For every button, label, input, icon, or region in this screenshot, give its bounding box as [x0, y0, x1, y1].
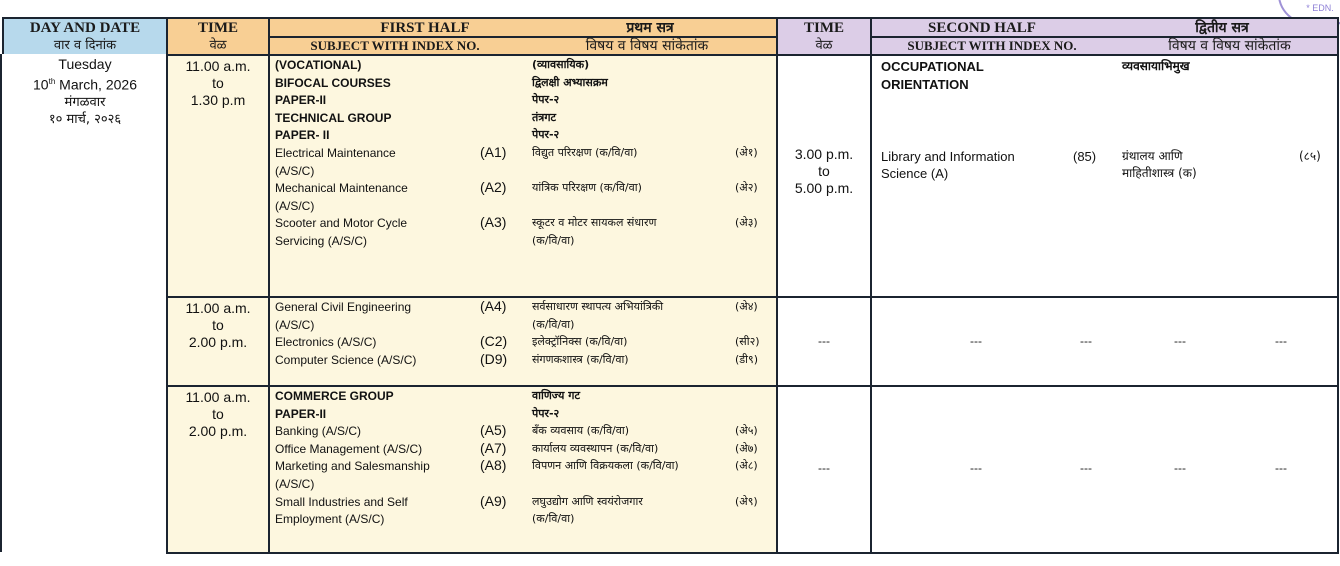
header-second-subject-en: SUBJECT WITH INDEX NO.	[907, 38, 1077, 53]
subject-mr-line: बँक व्यवसाय (क/वि/वा)	[532, 424, 630, 438]
subject-en-line: Electrical Maintenance	[275, 146, 396, 160]
index-code-mr: (अे७)	[735, 441, 758, 455]
row3-dash-2: ---	[1080, 461, 1092, 475]
subject-en-line: COMMERCE GROUP	[275, 389, 394, 403]
subject-mr-line: यांत्रिक परिरक्षण (क/वि/वा)	[532, 181, 642, 195]
subject-mr-line: (क/वि/वा)	[532, 317, 575, 331]
date-number: 10	[33, 76, 49, 93]
index-code-en: (A5)	[480, 422, 507, 439]
row3-second-time	[776, 385, 872, 554]
occupational-heading-2: ORIENTATION	[881, 77, 969, 92]
row3-time-end: 2.00 p.m.	[188, 423, 248, 439]
header-time-en: TIME	[197, 20, 238, 36]
row3-second-half	[870, 385, 1339, 554]
subject-en-line: Electronics (A/S/C)	[275, 335, 377, 350]
index-code-mr: (अे४)	[735, 300, 758, 313]
library-subject-mr-1: ग्रंथालय आणि	[1122, 149, 1183, 163]
row2-dash-3: ---	[1174, 334, 1186, 348]
row2-dash-2: ---	[1080, 334, 1092, 348]
row1-time	[166, 54, 270, 298]
subject-en-line: Employment (A/S/C)	[275, 512, 385, 527]
row1-second-time	[776, 54, 872, 298]
header-day-date-en: DAY AND DATE	[29, 20, 141, 36]
index-code-en: (A9)	[480, 492, 507, 509]
row2-time-end: 2.00 p.m.	[188, 334, 248, 350]
subject-mr-line: (व्यावसायिक)	[532, 58, 590, 71]
row2-dash-1: ---	[970, 334, 982, 348]
header-first-half	[268, 17, 778, 38]
header-time-mr: वेळ	[209, 38, 227, 53]
occupational-heading-1: OCCUPATIONAL	[881, 59, 984, 74]
subject-en-line: Scooter and Motor Cycle	[275, 216, 408, 231]
row2-second-half	[870, 296, 1339, 387]
row3-second-time-dash: ---	[818, 461, 830, 475]
index-code-en: (A8)	[480, 457, 507, 474]
row3-dash-1: ---	[970, 461, 982, 475]
library-subject-en-1: Library and Information	[881, 149, 1015, 164]
subject-mr-line: द्विलक्षी अभ्यासक्रम	[532, 75, 608, 89]
row2-dash-4: ---	[1275, 334, 1287, 348]
index-code-mr: (अे१)	[735, 146, 758, 159]
row2-time-start: 11.00 a.m.	[185, 300, 251, 316]
subject-en-line: PAPER-II	[275, 93, 327, 108]
subject-en-line: (VOCATIONAL)	[275, 58, 362, 72]
subject-mr-line: संगणकशास्त्र (क/वि/वा)	[532, 352, 629, 366]
index-code-en: (C2)	[480, 333, 508, 350]
row3-dash-4: ---	[1275, 461, 1287, 475]
stamp-text: * EDN.	[1306, 3, 1334, 13]
subject-en-line: Servicing (A/S/C)	[275, 234, 368, 248]
row2-time-to: to	[212, 317, 224, 333]
library-subject-mr-2: माहितीशास्त्र (क)	[1122, 166, 1197, 180]
date-suffix: th	[48, 77, 56, 86]
subject-en-line: BIFOCAL COURSES	[275, 75, 391, 90]
subject-en-line: (A/S/C)	[275, 477, 315, 491]
index-code-en: (A1)	[480, 144, 507, 160]
subject-en-line: TECHNICAL GROUP	[275, 110, 392, 125]
subject-mr-line: स्कूटर व मोटर सायकल संधारण	[532, 216, 657, 230]
library-code-mr: (८५)	[1299, 149, 1321, 163]
header-first-subject-en: SUBJECT WITH INDEX NO.	[310, 38, 480, 53]
row3-dash-3: ---	[1174, 461, 1186, 475]
subject-mr-line: विपणन आणि विक्रयकला (क/वि/वा)	[532, 459, 679, 473]
row1-second-half	[870, 54, 1339, 298]
index-code-en: (A3)	[480, 214, 507, 231]
date-cell	[2, 56, 168, 128]
subject-mr-line: लघुउद्योग आणि स्वयंरोजगार	[532, 494, 643, 508]
subject-en-line: (A/S/C)	[275, 198, 315, 213]
index-code-mr: (अे५)	[735, 424, 758, 438]
header-first-half-mr: प्रथम सत्र	[626, 20, 674, 36]
index-code-mr: (अे३)	[735, 216, 758, 230]
subject-en-line: Mechanical Maintenance	[275, 181, 408, 196]
subject-en-line: PAPER- II	[275, 128, 330, 143]
index-code-mr: (डी९)	[735, 352, 759, 366]
day-mr: मंगळवार	[64, 94, 106, 110]
row1-time-end: 1.30 p.m	[190, 92, 246, 108]
header-first-half-en: FIRST HALF	[380, 20, 470, 36]
date-month-year: March, 2026	[55, 76, 137, 93]
header-first-subject-mr: विषय व विषय सांकेतांक	[585, 38, 709, 54]
subject-mr-line: पेपर-२	[532, 93, 560, 107]
row3-time-to: to	[212, 406, 224, 422]
occupational-heading-mr: व्यवसायाभिमुख	[1122, 59, 1190, 73]
header-second-subject	[870, 36, 1339, 56]
index-code-mr: (अे९)	[735, 494, 758, 508]
subject-mr-line: कार्यालय व्यवस्थापन (क/वि/वा)	[532, 441, 659, 455]
subject-mr-line: (क/वि/वा)	[532, 512, 575, 526]
library-subject-en-2: Science (A)	[881, 166, 949, 181]
subject-en-line: PAPER-II	[275, 406, 327, 421]
subject-mr-line: (क/वि/वा)	[532, 234, 575, 247]
row1-time-start: 11.00 a.m.	[185, 58, 251, 74]
subject-en-line: Marketing and Salesmanship	[275, 459, 430, 474]
subject-en-line: (A/S/C)	[275, 163, 315, 178]
header-day-date	[2, 17, 168, 56]
index-code-mr: (सी२)	[735, 335, 760, 349]
index-code-en: (A7)	[480, 439, 507, 456]
day-en: Tuesday	[58, 56, 112, 72]
row1-first-half	[268, 54, 778, 298]
row2-time	[166, 296, 270, 387]
index-code-mr: (अे२)	[735, 181, 758, 195]
subject-en-line: Banking (A/S/C)	[275, 424, 362, 439]
subject-en-line: General Civil Engineering	[275, 300, 412, 314]
date-en	[2, 73, 168, 94]
header-second-half	[870, 17, 1339, 38]
row1-second-time-to: to	[818, 163, 830, 179]
header-second-subject-mr: विषय व विषय सांकेतांक	[1168, 38, 1291, 54]
date-column	[0, 54, 168, 552]
header-second-half-mr: द्वितीय सत्र	[1195, 20, 1249, 36]
subject-mr-line: तंत्रगट	[532, 110, 557, 124]
row2-second-time	[776, 296, 872, 387]
header-second-half-en: SECOND HALF	[928, 20, 1036, 36]
row3-time	[166, 385, 270, 554]
row1-time-to: to	[212, 75, 224, 91]
subject-en-line: Office Management (A/S/C)	[275, 441, 423, 456]
subject-mr-line: सर्वसाधारण स्थापत्य अभियांत्रिकी	[532, 300, 664, 313]
subject-mr-line: वाणिज्य गट	[532, 389, 581, 402]
row1-second-time-start: 3.00 p.m.	[794, 146, 854, 162]
header-time2-mr: वेळ	[815, 38, 833, 53]
subject-mr-line: विद्युत परिरक्षण (क/वि/वा)	[532, 146, 638, 159]
subject-mr-line: इलेक्ट्रॉनिक्स (क/वि/वा)	[532, 335, 628, 349]
header-time2-en: TIME	[803, 20, 844, 36]
subject-en-line: Small Industries and Self	[275, 494, 408, 509]
date-mr: १० मार्च, २०२६	[48, 111, 122, 127]
subject-mr-line: पेपर-२	[532, 406, 560, 420]
header-day-date-mr: वार व दिनांक	[53, 38, 117, 53]
index-code-en: (D9)	[480, 350, 508, 367]
subject-en-line: Computer Science (A/S/C)	[275, 352, 417, 367]
header-time-first	[166, 17, 270, 56]
subject-en-line: (A/S/C)	[275, 317, 315, 332]
header-time-second	[776, 17, 872, 56]
library-code-en: (85)	[1073, 149, 1097, 164]
row3-time-start: 11.00 a.m.	[185, 389, 251, 405]
header-first-subject	[268, 36, 778, 56]
row1-second-time-end: 5.00 p.m.	[794, 180, 854, 196]
subject-mr-line: पेपर-२	[532, 128, 560, 142]
index-code-mr: (अे८)	[735, 459, 758, 473]
row2-second-time-dash: ---	[818, 334, 830, 348]
index-code-en: (A4)	[480, 298, 507, 314]
index-code-en: (A2)	[480, 179, 507, 196]
